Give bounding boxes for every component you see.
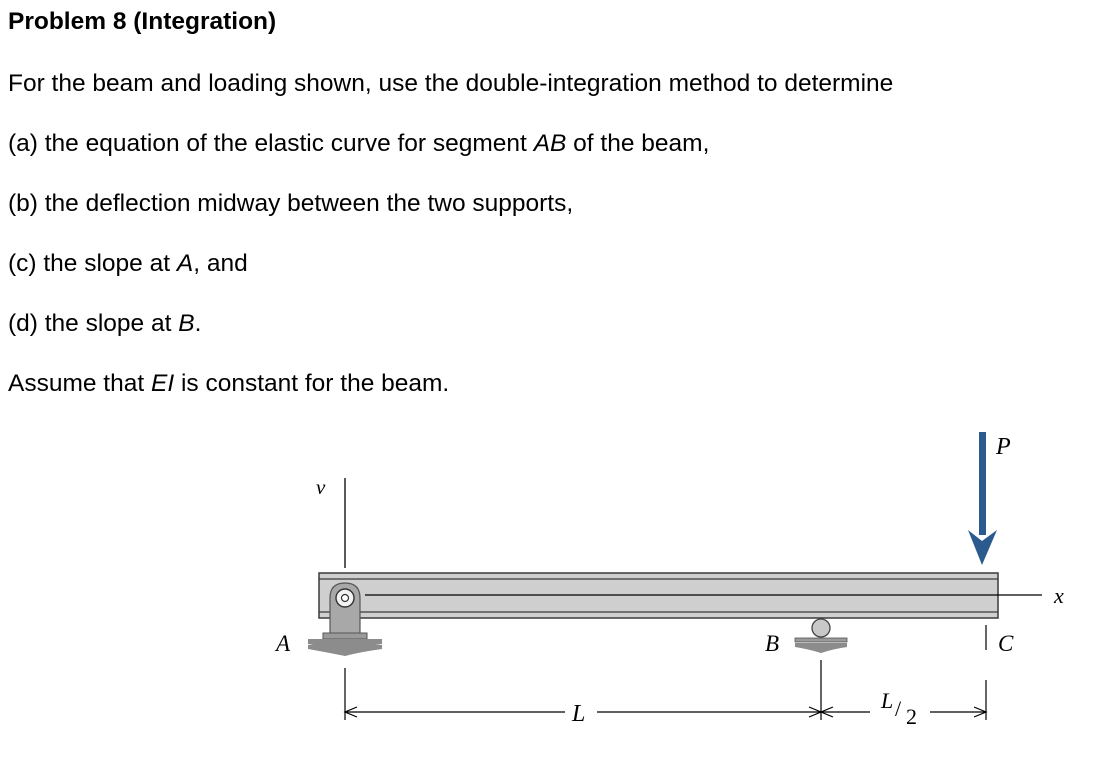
point-c-label: C: [998, 631, 1014, 656]
part-c-var: A: [176, 250, 194, 277]
span-bc-numerator: L: [881, 688, 894, 713]
part-c-post: , and: [193, 250, 248, 277]
assume-post: is constant for the beam.: [174, 370, 450, 397]
span-bc-denominator: 2: [906, 704, 917, 729]
point-b-label: B: [765, 631, 780, 656]
part-d-pre: (d) the slope at: [8, 310, 179, 337]
problem-intro: For the beam and loading shown, use the double-integration method to determine: [8, 70, 894, 97]
part-a-post: of the beam,: [566, 130, 710, 157]
point-a-label: A: [276, 631, 291, 656]
part-c-pre: (c) the slope at: [8, 250, 177, 277]
problem-title: Problem 8 (Integration): [8, 8, 277, 35]
load-arrow: [968, 432, 997, 565]
part-a-var: AB: [533, 130, 567, 157]
part-d-post: .: [194, 310, 202, 337]
span-bc-slash: /: [895, 696, 902, 721]
assume-var: EI: [150, 370, 175, 397]
span-ab-label: L: [572, 701, 586, 727]
part-b: (b) the deflection midway between the two supports,: [8, 190, 574, 217]
assume-pre: Assume that: [8, 370, 151, 397]
part-d-var: B: [178, 310, 195, 337]
roller-support-b: [795, 619, 847, 653]
v-axis-label: v: [316, 475, 326, 499]
load-label: P: [996, 434, 1011, 460]
part-a-pre: (a) the equation of the elastic curve for segment: [8, 130, 534, 157]
x-axis-label: x: [1054, 583, 1064, 608]
